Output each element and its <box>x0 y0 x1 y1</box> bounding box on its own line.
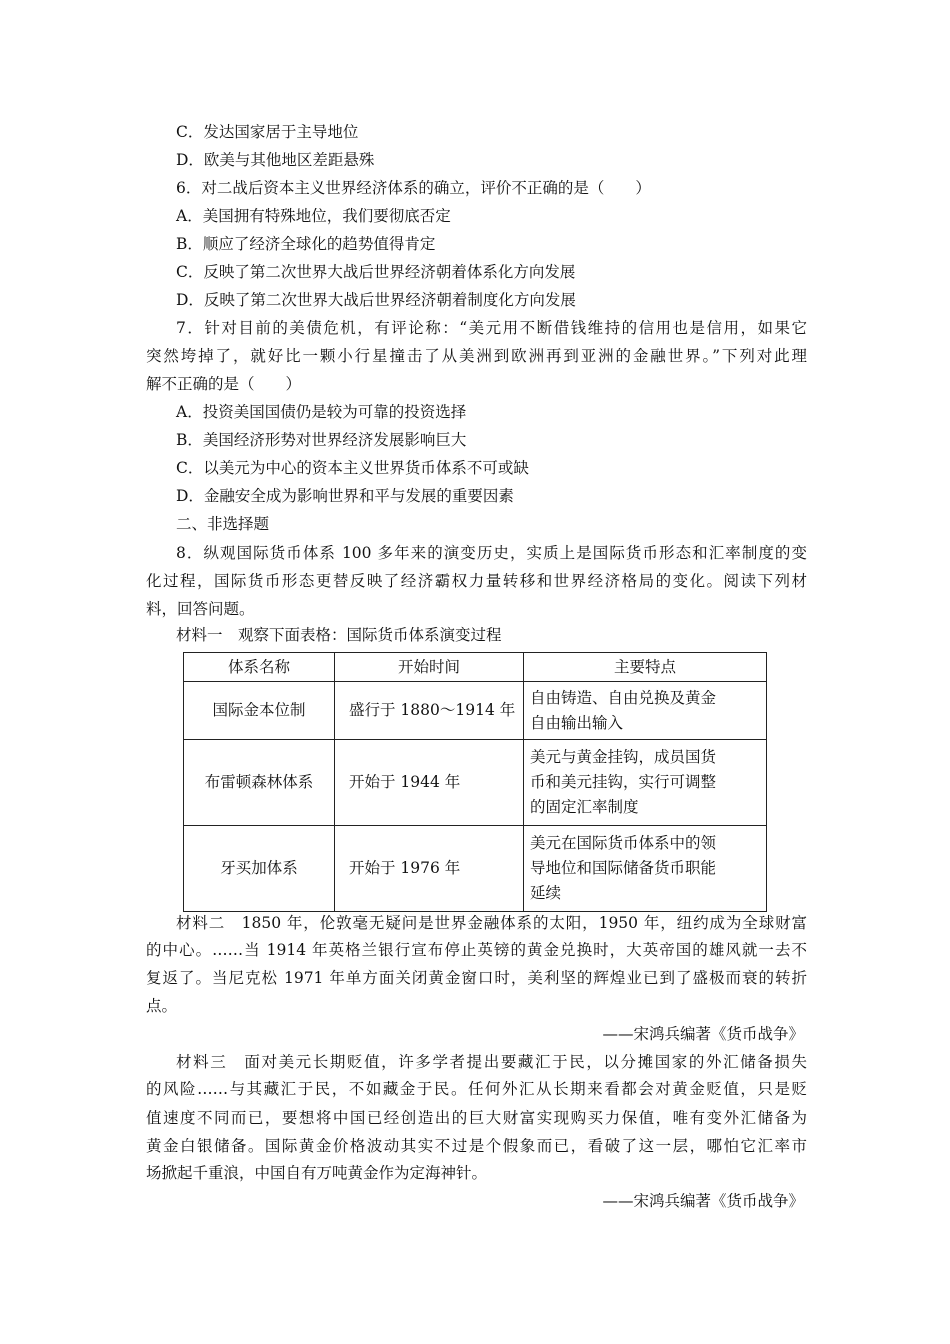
q7-option-d: D．金融安全成为影响世界和平与发展的重要因素 <box>176 487 514 505</box>
system-name-cell: 国际金本位制 <box>184 682 335 740</box>
material2-line1: 材料二 1850 年，伦敦毫无疑问是世界金融体系的太阳，1950 年，纽约成为全球财富 <box>176 914 807 932</box>
q6-option-b: B．顺应了经济全球化的趋势值得肯定 <box>176 235 436 253</box>
table-row <box>184 826 767 912</box>
material2-line2: 的中心。……当 1914 年英格兰银行宣布停止英镑的黄金兑换时，大英帝国的雄风就一去不 <box>146 941 807 959</box>
material3-line5: 场掀起千重浪，中国自有万吨黄金作为定海神针。 <box>146 1164 488 1182</box>
q6-option-d: D．反映了第二次世界大战后世界经济朝着制度化方向发展 <box>176 291 576 309</box>
feature-line: 币和美元挂钩，实行可调整 <box>530 773 717 791</box>
features-cell <box>524 826 767 912</box>
table-row <box>184 682 767 740</box>
system-name-cell: 牙买加体系 <box>184 826 335 912</box>
q5-option-c: C．发达国家居于主导地位 <box>176 123 359 141</box>
q6-option-a: A．美国拥有特殊地位，我们要彻底否定 <box>176 207 451 225</box>
material3-line4: 黄金白银储备。国际黄金价格波动其实不过是个假象而已，看破了这一层，哪怕它汇率市 <box>146 1137 807 1155</box>
table-header-row <box>184 653 767 682</box>
material3-line1: 材料三 面对美元长期贬值，许多学者提出要藏汇于民，以分摊国家的外汇储备损失 <box>176 1053 807 1071</box>
feature-line: 美元与黄金挂钩，成员国货 <box>530 748 717 766</box>
material1-caption: 材料一 观察下面表格：国际货币体系演变过程 <box>176 626 502 644</box>
section-title: 二、非选择题 <box>176 515 270 533</box>
material2-source: ——宋鸿兵编著《货币战争》 <box>602 1025 804 1043</box>
q7-option-a: A．投资美国国债仍是较为可靠的投资选择 <box>176 403 467 421</box>
features-cell <box>524 740 767 826</box>
material3-line2: 的风险……与其藏汇于民，不如藏金于民。任何外汇从长期来看都会对黄金贬值，只是贬 <box>146 1080 807 1098</box>
q7-stem-line1: 7．针对目前的美债危机，有评论称：“美元用不断借钱维持的信用也是信用，如果它 <box>176 319 807 337</box>
feature-line: 美元在国际货币体系中的领 <box>530 834 717 852</box>
currency-system-table <box>183 652 767 912</box>
feature-line: 的固定汇率制度 <box>530 798 639 816</box>
material3-line3: 值速度不同而已，要想将中国已经创造出的巨大财富实现购买力保值，唯有变外汇储备为 <box>146 1109 807 1127</box>
table-header-cell: 主要特点 <box>524 653 767 682</box>
feature-line: 延续 <box>530 884 562 902</box>
material3-source: ——宋鸿兵编著《货币战争》 <box>602 1192 804 1210</box>
q8-stem-line3: 料，回答问题。 <box>146 600 255 618</box>
q7-option-b: B．美国经济形势对世界经济发展影响巨大 <box>176 431 467 449</box>
system-name-cell: 布雷顿森林体系 <box>184 740 335 826</box>
feature-line: 导地位和国际储备货币职能 <box>530 859 717 877</box>
q7-stem-line3: 解不正确的是（ ） <box>146 375 302 393</box>
start-time-cell: 开始于 1976 年 <box>335 826 524 912</box>
q5-option-d: D．欧美与其他地区差距悬殊 <box>176 151 375 169</box>
q6-stem: 6．对二战后资本主义世界经济体系的确立，评价不正确的是（ ） <box>176 179 651 197</box>
q7-stem-line2: 突然垮掉了，就好比一颗小行星撞击了从美洲到欧洲再到亚洲的金融世界。”下列对此理 <box>146 347 807 365</box>
start-time-cell: 盛行于 1880～1914 年 <box>335 682 524 740</box>
start-time-cell: 开始于 1944 年 <box>335 740 524 826</box>
feature-line: 自由铸造、自由兑换及黄金 <box>530 688 717 707</box>
q6-option-c: C．反映了第二次世界大战后世界经济朝着体系化方向发展 <box>176 263 576 281</box>
material2-line3: 复返了。当尼克松 1971 年单方面关闭黄金窗口时，美利坚的辉煌业已到了盛极而衰的转折 <box>146 969 807 987</box>
features-cell <box>524 682 767 740</box>
feature-line: 自由输出输入 <box>530 713 624 732</box>
material2-line4: 点。 <box>146 997 178 1015</box>
table-header-cell: 体系名称 <box>184 653 335 682</box>
table-header-cell: 开始时间 <box>335 653 524 682</box>
q7-option-c: C．以美元为中心的资本主义世界货币体系不可或缺 <box>176 459 529 477</box>
q8-stem-line2: 化过程，国际货币形态更替反映了经济霸权力量转移和世界经济格局的变化。阅读下列材 <box>146 572 807 590</box>
q8-stem-line1: 8．纵观国际货币体系 100 多年来的演变历史，实质上是国际货币形态和汇率制度的变 <box>176 544 807 562</box>
table-row <box>184 740 767 826</box>
